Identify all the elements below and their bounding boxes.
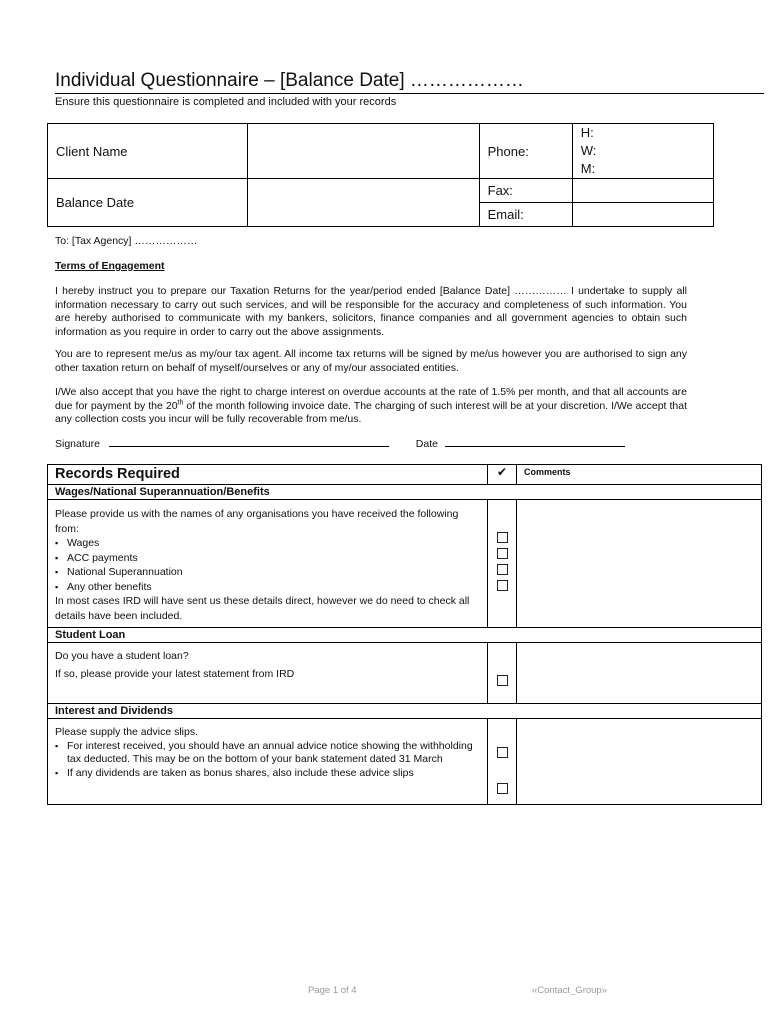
wages-intro: Please provide us with the names of any organisations you have received the following from: bbox=[55, 508, 459, 535]
wages-checkboxes bbox=[488, 500, 517, 628]
terms-paragraph-2: You are to represent me/us as my/our tax agent. All income tax returns will be signed by me/us however you are authorised to sign any other taxation return on behalf of myself/ourselves or any of my/our associated entities. bbox=[55, 348, 687, 374]
other-benefits-checkbox[interactable] bbox=[497, 580, 508, 591]
dividends-checkbox[interactable] bbox=[497, 783, 508, 794]
phone-field[interactable] bbox=[572, 124, 713, 179]
terms-paragraph-1: I hereby instruct you to prepare our Taxation Returns for the year/period ended [Balance Date] …………… I undertake to supply all information necessary to carry out such services, and will be responsible for the accuracy and completeness of such information. You are hereby authorised to communicate with my bankers, solicitors, finance companies and all government agencies to obtain such information as you require in order to carry out the above assignments. bbox=[55, 285, 687, 338]
section-title-wages: Wages/National Superannuation/Benefits bbox=[48, 485, 762, 500]
wages-checkbox[interactable] bbox=[497, 532, 508, 543]
balance-date-label: Balance Date bbox=[48, 179, 248, 227]
document-subtitle: Ensure this questionnaire is completed and included with your records bbox=[55, 96, 397, 108]
signature-row bbox=[55, 438, 625, 450]
email-field[interactable] bbox=[572, 203, 713, 227]
student-loan-body bbox=[48, 643, 488, 704]
title-rule bbox=[55, 93, 764, 94]
interest-list bbox=[55, 740, 480, 781]
records-required-table bbox=[47, 464, 762, 805]
list-item: ▪ National Superannuation bbox=[67, 565, 480, 580]
fax-field[interactable] bbox=[572, 179, 713, 203]
to-line: To: [Tax Agency] ……………… bbox=[55, 235, 198, 247]
wages-note: In most cases IRD will have sent us these details direct, however we do need to check all details have been included. bbox=[55, 595, 470, 622]
phone-label: Phone: bbox=[479, 124, 572, 179]
phone-work-label: W: bbox=[580, 143, 597, 158]
signature-line[interactable] bbox=[109, 446, 389, 447]
page-number: Page 1 of 4 bbox=[308, 985, 357, 996]
email-label: Email: bbox=[479, 203, 572, 227]
student-loan-question: Do you have a student loan? bbox=[55, 650, 189, 662]
balance-date-field[interactable] bbox=[248, 179, 479, 227]
document-title: Individual Questionnaire – [Balance Date] ……………… bbox=[55, 70, 524, 91]
fax-label: Fax: bbox=[479, 179, 572, 203]
national-super-checkbox[interactable] bbox=[497, 564, 508, 575]
wages-body bbox=[48, 500, 488, 628]
client-name-label: Client Name bbox=[48, 124, 248, 179]
student-loan-instruction: If so, please provide your latest statement from IRD bbox=[55, 668, 295, 680]
wages-list bbox=[55, 536, 480, 594]
date-line[interactable] bbox=[445, 446, 625, 447]
interest-checkbox[interactable] bbox=[497, 747, 508, 758]
interest-body bbox=[48, 719, 488, 805]
tick-column-heading: ✔ bbox=[488, 465, 517, 485]
student-loan-checkbox[interactable] bbox=[497, 675, 508, 686]
list-item: ▪ If any dividends are taken as bonus shares, also include these advice slips bbox=[67, 767, 480, 781]
list-item: ▪ Wages bbox=[67, 536, 480, 551]
student-loan-checkbox-cell bbox=[488, 643, 517, 704]
phone-mobile-label: M: bbox=[580, 161, 596, 176]
records-required-heading: Records Required bbox=[48, 465, 488, 485]
interest-comments[interactable] bbox=[517, 719, 762, 805]
contact-group-field: «Contact_Group» bbox=[532, 985, 607, 996]
list-item: ▪ For interest received, you should have an annual advice notice showing the withholding tax deducted. This may be on the bottom of your bank statement dated 31 March bbox=[67, 740, 480, 767]
date-label: Date bbox=[415, 438, 438, 450]
acc-checkbox[interactable] bbox=[497, 548, 508, 559]
student-loan-comments[interactable] bbox=[517, 643, 762, 704]
phone-home-label: H: bbox=[580, 125, 594, 140]
comments-column-heading: Comments bbox=[517, 465, 762, 485]
list-item: ▪ ACC payments bbox=[67, 551, 480, 566]
signature-label: Signature bbox=[55, 438, 100, 450]
terms-heading: Terms of Engagement bbox=[55, 260, 165, 272]
terms-paragraph-3: I/We also accept that you have the right to charge interest on overdue accounts at the rate of 1.5% per month, and that all accounts are due for payment by the 20th of the month following invoice date. The charging of such interest will be at your discretion. I/We accept that any collection costs you incur will be fully recoverable from me/us. bbox=[55, 386, 687, 425]
interest-checkboxes bbox=[488, 719, 517, 805]
interest-intro: Please supply the advice slips. bbox=[55, 726, 198, 738]
section-title-interest: Interest and Dividends bbox=[48, 704, 762, 719]
list-item: ▪ Any other benefits bbox=[67, 580, 480, 595]
client-name-field[interactable] bbox=[248, 124, 479, 179]
section-title-student-loan: Student Loan bbox=[48, 628, 762, 643]
wages-comments[interactable] bbox=[517, 500, 762, 628]
client-details-table bbox=[47, 123, 714, 227]
